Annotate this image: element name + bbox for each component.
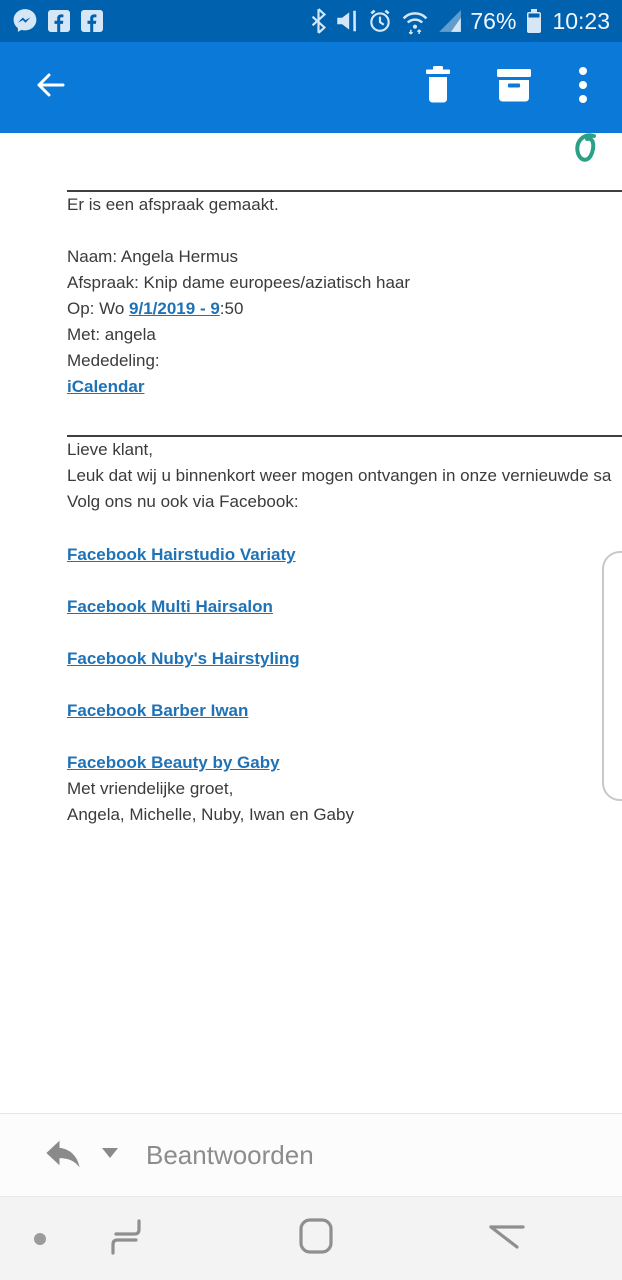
signature-text: Angela, Michelle, Nuby, Iwan en Gaby [67,805,354,824]
icalendar-line [67,374,622,400]
notification-icons [12,8,104,34]
appointment-intro: Er is een afspraak gemaakt. [67,195,279,214]
mute-icon [334,8,360,34]
home-button[interactable] [286,1209,346,1269]
back-nav-icon [483,1214,529,1263]
archive-button[interactable] [492,66,536,110]
date-prefix: Op: Wo [67,299,130,318]
facebook-prompt: Volg ons nu ook via Facebook: [67,492,299,511]
closing-text: Met vriendelijke groet, [67,779,234,798]
icalendar-link[interactable]: iCalendar [67,377,145,396]
alarm-icon [367,8,393,34]
back-button[interactable] [28,66,72,110]
recent-apps-button[interactable] [96,1209,156,1269]
facebook-link-barber-iwan[interactable]: Facebook Barber Iwan [67,701,249,720]
appointment-name: Naam: Angela Hermus [67,247,239,266]
logo-strip [0,133,622,190]
back-arrow-icon [32,67,68,108]
date-suffix: :50 [219,299,244,318]
appointment-details [67,244,622,348]
facebook-link-beauty-by-gaby[interactable]: Facebook Beauty by Gaby [67,753,280,772]
app-bar [0,42,622,133]
battery-percent: 76% [470,7,517,34]
reply-icon [40,1132,86,1179]
back-nav-button[interactable] [476,1209,536,1269]
more-options-button[interactable] [568,66,598,110]
home-icon [294,1214,338,1263]
navigation-bar [0,1196,622,1280]
signal-icon [437,8,463,34]
scroll-indicator[interactable] [602,551,622,801]
system-status-icons [310,7,610,35]
status-bar [0,0,622,42]
messenger-icon [12,8,38,34]
salon-logo-fragment [572,133,602,185]
appointment-date-link[interactable]: 9/1/2019 - 9 [129,299,220,318]
edge-handle-dot[interactable] [34,1233,46,1245]
overflow-menu-icon [578,65,588,110]
clock: 10:23 [552,7,610,34]
facebook-icon [80,9,104,33]
trash-icon [420,65,456,110]
facebook-link-multi-hairsalon[interactable]: Facebook Multi Hairsalon [67,597,273,616]
archive-icon [494,65,534,110]
delete-button[interactable] [416,66,460,110]
facebook-links [67,542,622,776]
facebook-link-hairstudio-variaty[interactable]: Facebook Hairstudio Variaty [67,545,296,564]
battery-icon [523,7,545,35]
bluetooth-icon [310,8,327,34]
message-label: Mededeling: [67,351,160,370]
email-content [0,133,622,1113]
appointment-service: Afspraak: Knip dame europees/aziatisch haar [67,273,411,292]
reply-bar[interactable] [0,1113,622,1196]
appointment-date-line [67,296,622,322]
appointment-with: Met: angela [67,325,156,344]
reply-label: Beantwoorden [146,1139,314,1170]
facebook-link-nubys-hairstyling[interactable]: Facebook Nuby's Hairstyling [67,649,300,668]
reply-options-caret-icon[interactable] [100,1146,120,1164]
facebook-icon [47,9,71,33]
welcome-text: Leuk dat wij u binnenkort weer mogen ontvangen in onze vernieuwde sa [67,466,612,485]
wifi-icon [400,8,430,35]
recent-apps-icon [104,1214,148,1263]
greeting: Lieve klant, [67,440,153,459]
